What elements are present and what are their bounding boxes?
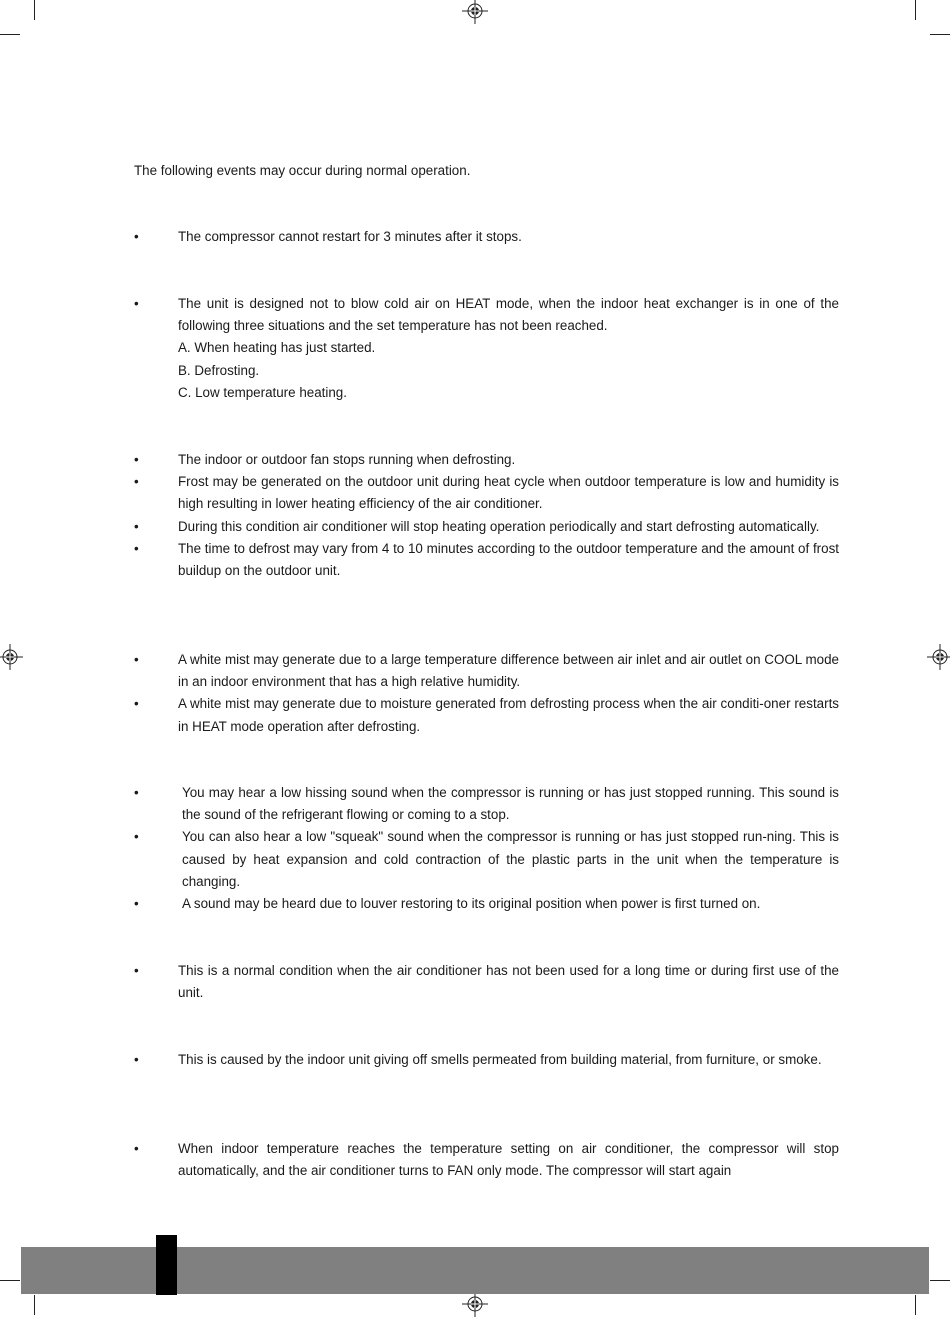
list-item-text: This is caused by the indoor unit giving off smells permeated from building material, from furniture, or smoke. (178, 1052, 822, 1067)
bullet: • (134, 785, 139, 800)
crop-mark-top-left-h (0, 34, 20, 35)
bullet: • (134, 474, 139, 490)
list-item (134, 893, 839, 915)
list-item-text: You may hear a low hissing sound when the compressor is running or has just stopped running. This sound is the sound of the refrigerant flowing or coming to a stop. (182, 785, 839, 823)
crop-mark-top-left-v (34, 0, 35, 20)
registration-mark-icon (0, 644, 23, 670)
list-item (134, 471, 839, 515)
list-item (134, 693, 839, 737)
bullet: • (134, 452, 139, 467)
crop-mark-bottom-right-h (930, 1280, 950, 1281)
list-item (134, 1138, 839, 1182)
bullet: • (134, 829, 139, 845)
registration-mark-icon (462, 0, 488, 24)
bullet: • (134, 1141, 139, 1156)
bullet: • (134, 652, 139, 667)
list-item-text: The compressor cannot restart for 3 minutes after it stops. (178, 229, 522, 244)
bullet: • (134, 963, 139, 978)
section-fan-mode (134, 1138, 839, 1182)
section-smells (134, 1049, 839, 1071)
list-item-text: A sound may be heard due to louver restoring to its original position when power is first turned on. (182, 896, 761, 912)
list-item-text: The indoor or outdoor fan stops running when defrosting. (178, 452, 516, 467)
list-item-text: This is a normal condition when the air conditioner has not been used for a long time or during first use of the unit. (178, 963, 839, 1001)
list-item (134, 960, 839, 1004)
list-item (134, 516, 839, 538)
intro-text: The following events may occur during normal operation. (134, 163, 471, 178)
crop-mark-bottom-left-h (0, 1280, 20, 1281)
list-item-text: The unit is designed not to blow cold air on HEAT mode, when the indoor heat exchanger is in one of the following three situations and the set temperature has not been reached. (178, 296, 839, 334)
list-item-text: When indoor temperature reaches the temperature setting on air conditioner, the compressor will stop automatically, and the air conditioner turns to FAN only mode. The compressor will start again (178, 1141, 839, 1179)
list-item (134, 782, 839, 826)
bullet: • (134, 229, 139, 244)
list-item (134, 449, 839, 471)
list-item-text: Frost may be generated on the outdoor unit during heat cycle when outdoor temperature is low and humidity is high resulting in lower heating efficiency of the air conditioner. (178, 474, 839, 512)
bullet: • (134, 540, 139, 556)
list-item-text: During this condition air conditioner will stop heating operation periodically and start defrosting automatically. (178, 518, 820, 534)
section-white-mist (134, 649, 839, 738)
crop-mark-top-right-h (930, 34, 950, 35)
list-item-text: You can also hear a low "squeak" sound when the compressor is running or has just stopped run-ning. This is caused by heat expansion and cold contraction of the plastic parts in the unit when the temperature is changing. (182, 829, 839, 889)
section-first-use (134, 960, 839, 1004)
crop-mark-top-right-v (915, 0, 916, 20)
list-item (134, 293, 839, 404)
bullet: • (134, 1052, 139, 1067)
list-item-text: The time to defrost may vary from 4 to 10 minutes according to the outdoor temperature and the amount of frost buildup on the outdoor unit. (178, 540, 839, 579)
bullet: • (134, 518, 139, 534)
sub-item: A. When heating has just started. (178, 340, 376, 356)
list-item-text: A white mist may generate due to moisture generated from defrosting process when the air conditi-oner restarts in HEAT mode operation after defrosting. (178, 696, 839, 734)
sub-item: C. Low temperature heating. (178, 384, 347, 400)
section-sounds (134, 782, 839, 915)
bullet: • (134, 696, 139, 712)
bullet: • (134, 296, 139, 311)
sub-item: B. Defrosting. (178, 362, 260, 378)
list-item (134, 226, 839, 248)
footer-tab (156, 1235, 177, 1295)
bullet: • (134, 896, 139, 912)
list-item (134, 538, 839, 582)
section-restart (134, 226, 839, 248)
registration-mark-icon (927, 644, 950, 670)
list-item (134, 1049, 839, 1071)
section-defrost (134, 449, 839, 582)
list-item (134, 826, 839, 893)
crop-mark-bottom-left-v (34, 1295, 35, 1315)
crop-mark-bottom-right-v (915, 1295, 916, 1315)
list-item-text: A white mist may generate due to a large temperature difference between air inlet and air outlet on COOL mode in an indoor environment that has a high relative humidity. (178, 652, 839, 690)
registration-mark-icon (462, 1291, 488, 1317)
list-item (134, 649, 839, 693)
section-cold-air (134, 293, 839, 404)
